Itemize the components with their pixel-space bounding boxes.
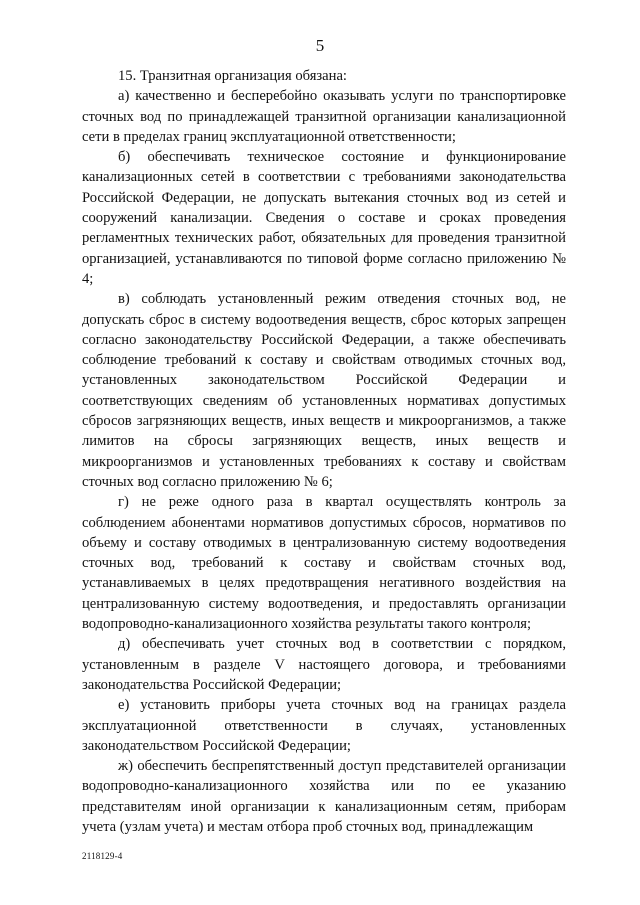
paragraph-b: б) обеспечивать техническое состояние и функционирование канализационных сетей в соответствии с требованиями законодательства Российской Федерации, не допускать вытекания сточных вод из сетей и сооружений канализации. Сведения о составе и сроках проведения регламентных технических работ, обязательных для проведения транзитной организацией, устанавливаются по типовой форме согласно приложению № 4; bbox=[82, 149, 566, 287]
paragraph-a: а) качественно и бесперебойно оказывать услуги по транспортировке сточных вод по принадлежащей транзитной организации канализационной сети в пределах границ эксплуатационной ответственности; bbox=[82, 88, 566, 145]
paragraph-zh: ж) обеспечить беспрепятственный доступ представителей организации водопроводно-канализационного хозяйства или по ее указанию представителям иной организации к канализационным сетям, приборам учета (узлам учета) и местам отбора проб сточных вод, принадлежащим bbox=[82, 758, 566, 835]
section-heading: 15. Транзитная организация обязана: bbox=[118, 68, 347, 84]
paragraph-v: в) соблюдать установленный режим отведения сточных вод, не допускать сброс в систему водоотведения веществ, сброс которых запрещен согласно законодательству Российской Федерации, а также обеспечивать соблюдение требований к составу и свойствам отводимых сточных вод, установленных законодательством Российской Федерации и соответствующих сведениям об установленных нормативах допустимых сбросов загрязняющих веществ, иных веществ и микроорганизмов, а также лимитов на сбросы загрязняющих веществ, иных веществ и микроорганизмов и установленных требованиях к составу и свойствам сточных вод согласно приложению № 6; bbox=[82, 291, 566, 490]
paragraph-g: г) не реже одного раза в квартал осуществлять контроль за соблюдением абонентами нормативов допустимых сбросов, нормативов по объему и составу отводимых в централизованную систему водоотведения сточных вод, требований к составу и свойствам сточных вод, устанавливаемых в целях предотвращения негативного воздействия на централизованную систему водоотведения, и предоставлять организации водопроводно-канализационного хозяйства результаты такого контроля; bbox=[82, 494, 566, 633]
page-number: 5 bbox=[315, 36, 325, 55]
paragraph-d: д) обеспечивать учет сточных вод в соответствии с порядком, установленным в разделе V настоящего договора, и требованиями законодательства Российской Федерации; bbox=[82, 636, 566, 693]
document-body bbox=[82, 66, 566, 837]
paragraph-e: е) установить приборы учета сточных вод на границах раздела эксплуатационной ответственности в случаях, установленных законодательством Российской Федерации; bbox=[82, 697, 566, 754]
document-code: 2118129-4 bbox=[82, 851, 123, 861]
